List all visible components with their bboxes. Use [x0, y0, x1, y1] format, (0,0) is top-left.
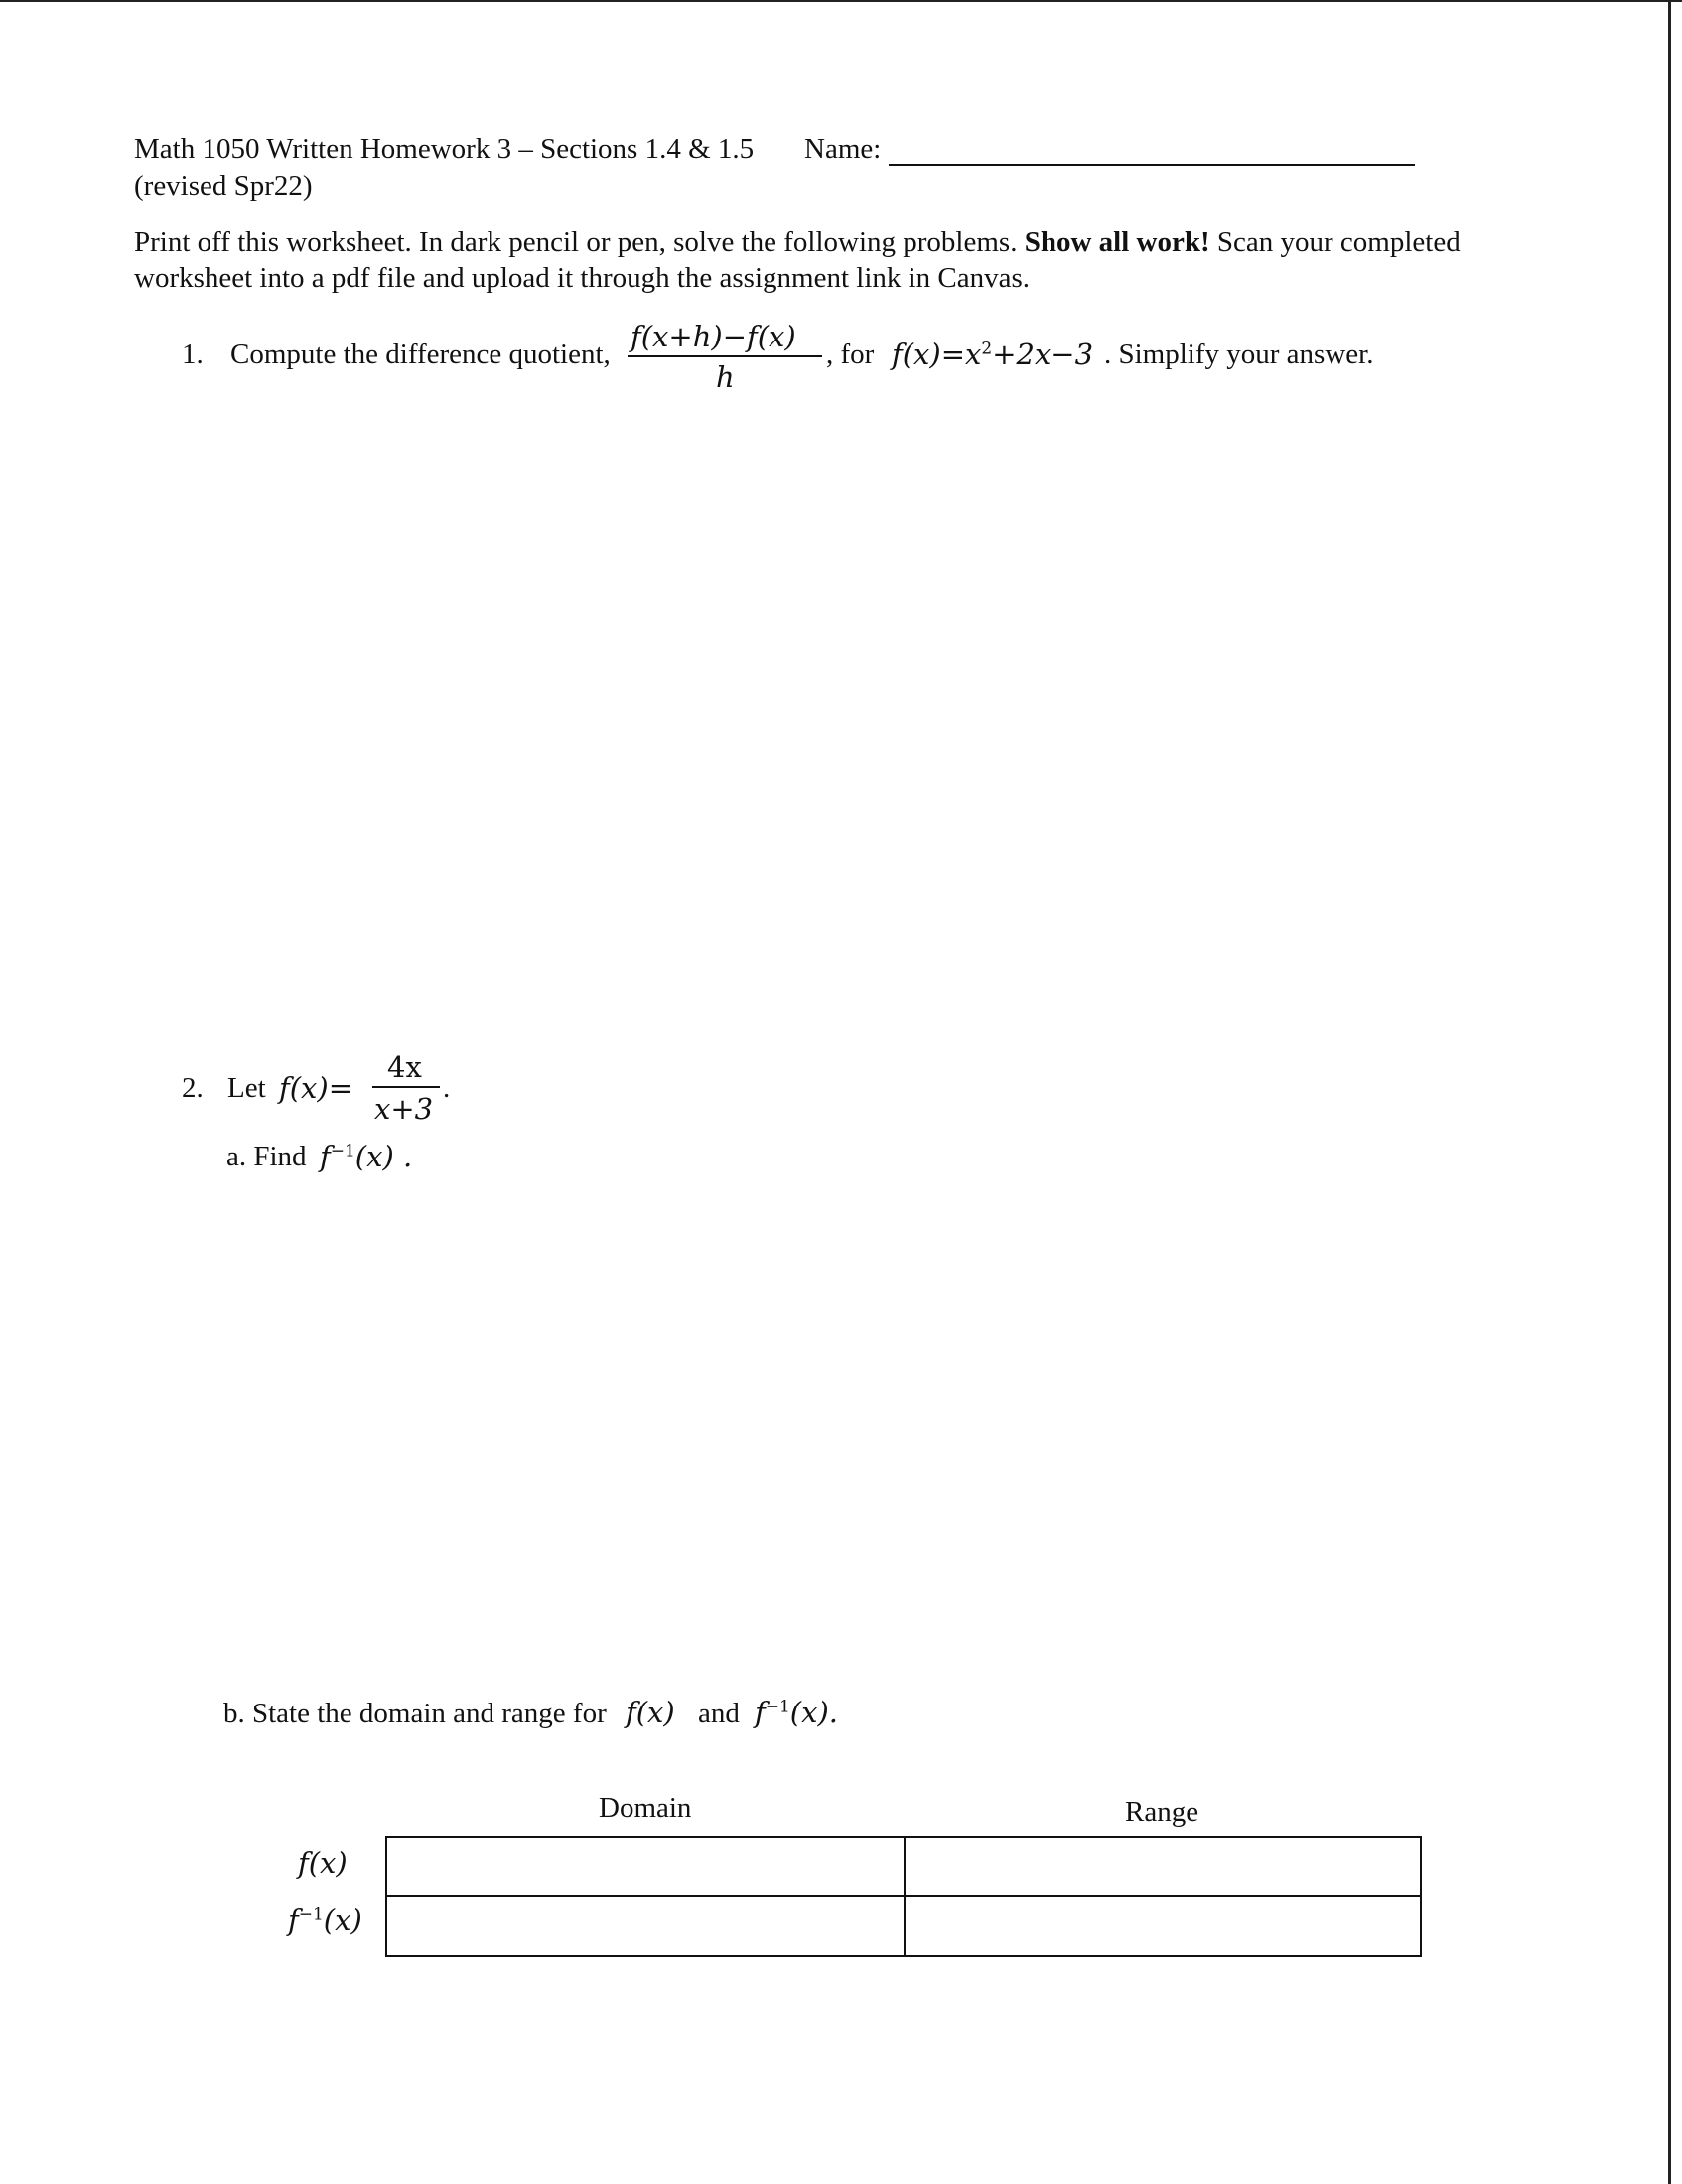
- cell-f-domain[interactable]: [386, 1837, 905, 1896]
- instructions-text-a: Print off this worksheet. In dark pencil or pen, solve the following problems.: [134, 226, 1025, 258]
- problem-1-function: [892, 338, 1093, 371]
- worksheet-title: Math 1050 Written Homework 3 – Sections 1.4 & 1.5: [134, 133, 755, 165]
- problem-2-denominator: x+3: [374, 1092, 434, 1126]
- table-row-finv: [386, 1896, 1421, 1956]
- part-a-f: f: [320, 1140, 331, 1173]
- problem-1-simplify: . Simplify your answer.: [1104, 339, 1374, 370]
- problem-1-numerator: f(x+h)−f(x): [631, 320, 796, 353]
- table-row-label-f: f(x): [298, 1846, 348, 1880]
- name-line[interactable]: [889, 164, 1415, 166]
- part-a-label: a. Find: [226, 1141, 307, 1172]
- scan-right-edge: [1668, 0, 1671, 2184]
- problem-2-fraction-bar: [372, 1086, 440, 1088]
- problem-1-for: , for: [826, 339, 875, 370]
- table-row-label-finv-f: f: [288, 1903, 299, 1937]
- part-b-f: f(x): [626, 1696, 675, 1729]
- problem-2-numerator-text: 4x: [387, 1050, 422, 1084]
- part-b-finv-f: f: [755, 1696, 766, 1729]
- table-row-label-finv-exponent: −1: [298, 1904, 324, 1925]
- problem-1-text: Compute the difference quotient,: [230, 339, 611, 370]
- part-a-exponent: −1: [330, 1141, 355, 1161]
- cell-finv-domain[interactable]: [386, 1896, 905, 1956]
- cell-f-range[interactable]: [905, 1837, 1421, 1896]
- part-b-text: b. State the domain and range for: [223, 1698, 607, 1729]
- cell-finv-range[interactable]: [905, 1896, 1421, 1956]
- problem-1-func-lhs: f(x)=x: [892, 338, 982, 371]
- problem-1-number: 1.: [182, 339, 204, 370]
- part-b-and: and: [698, 1698, 740, 1729]
- problem-2-func-lhs: f(x)=: [279, 1071, 353, 1105]
- domain-range-table: [385, 1836, 1422, 1957]
- table-header-domain: Domain: [599, 1792, 692, 1824]
- name-label: Name:: [804, 133, 882, 165]
- scan-top-edge: [0, 0, 1682, 2]
- problem-1-func-rhs: +2x−3: [992, 338, 1094, 371]
- problem-1-func-exponent: 2: [981, 339, 993, 359]
- problem-2-number: 2.: [182, 1072, 204, 1104]
- table-header-range: Range: [1125, 1796, 1199, 1828]
- instructions-bold: Show all work!: [1024, 226, 1210, 258]
- problem-1-denominator: h: [716, 360, 735, 394]
- part-a-inverse: [320, 1140, 412, 1173]
- table-row-f: [386, 1837, 1421, 1896]
- problem-1-fraction-bar: [628, 355, 822, 357]
- instructions-text-b: Scan your completed: [1209, 226, 1461, 258]
- table-row-label-finv-arg: (x): [323, 1903, 362, 1937]
- instructions-line-2: worksheet into a pdf file and upload it through the assignment link in Canvas.: [134, 262, 1031, 294]
- problem-2-period: .: [443, 1072, 451, 1104]
- revision-note: (revised Spr22): [134, 170, 313, 202]
- part-a-arg: (x) .: [354, 1140, 413, 1173]
- instructions-line-1: [134, 228, 1461, 257]
- problem-2-let: Let: [227, 1072, 266, 1104]
- part-b-finv: [755, 1696, 838, 1729]
- table-row-label-finv: [288, 1903, 362, 1937]
- part-b-finv-exponent: −1: [765, 1697, 790, 1717]
- part-b-finv-arg: (x).: [789, 1696, 838, 1729]
- problem-2-numerator: [387, 1050, 422, 1084]
